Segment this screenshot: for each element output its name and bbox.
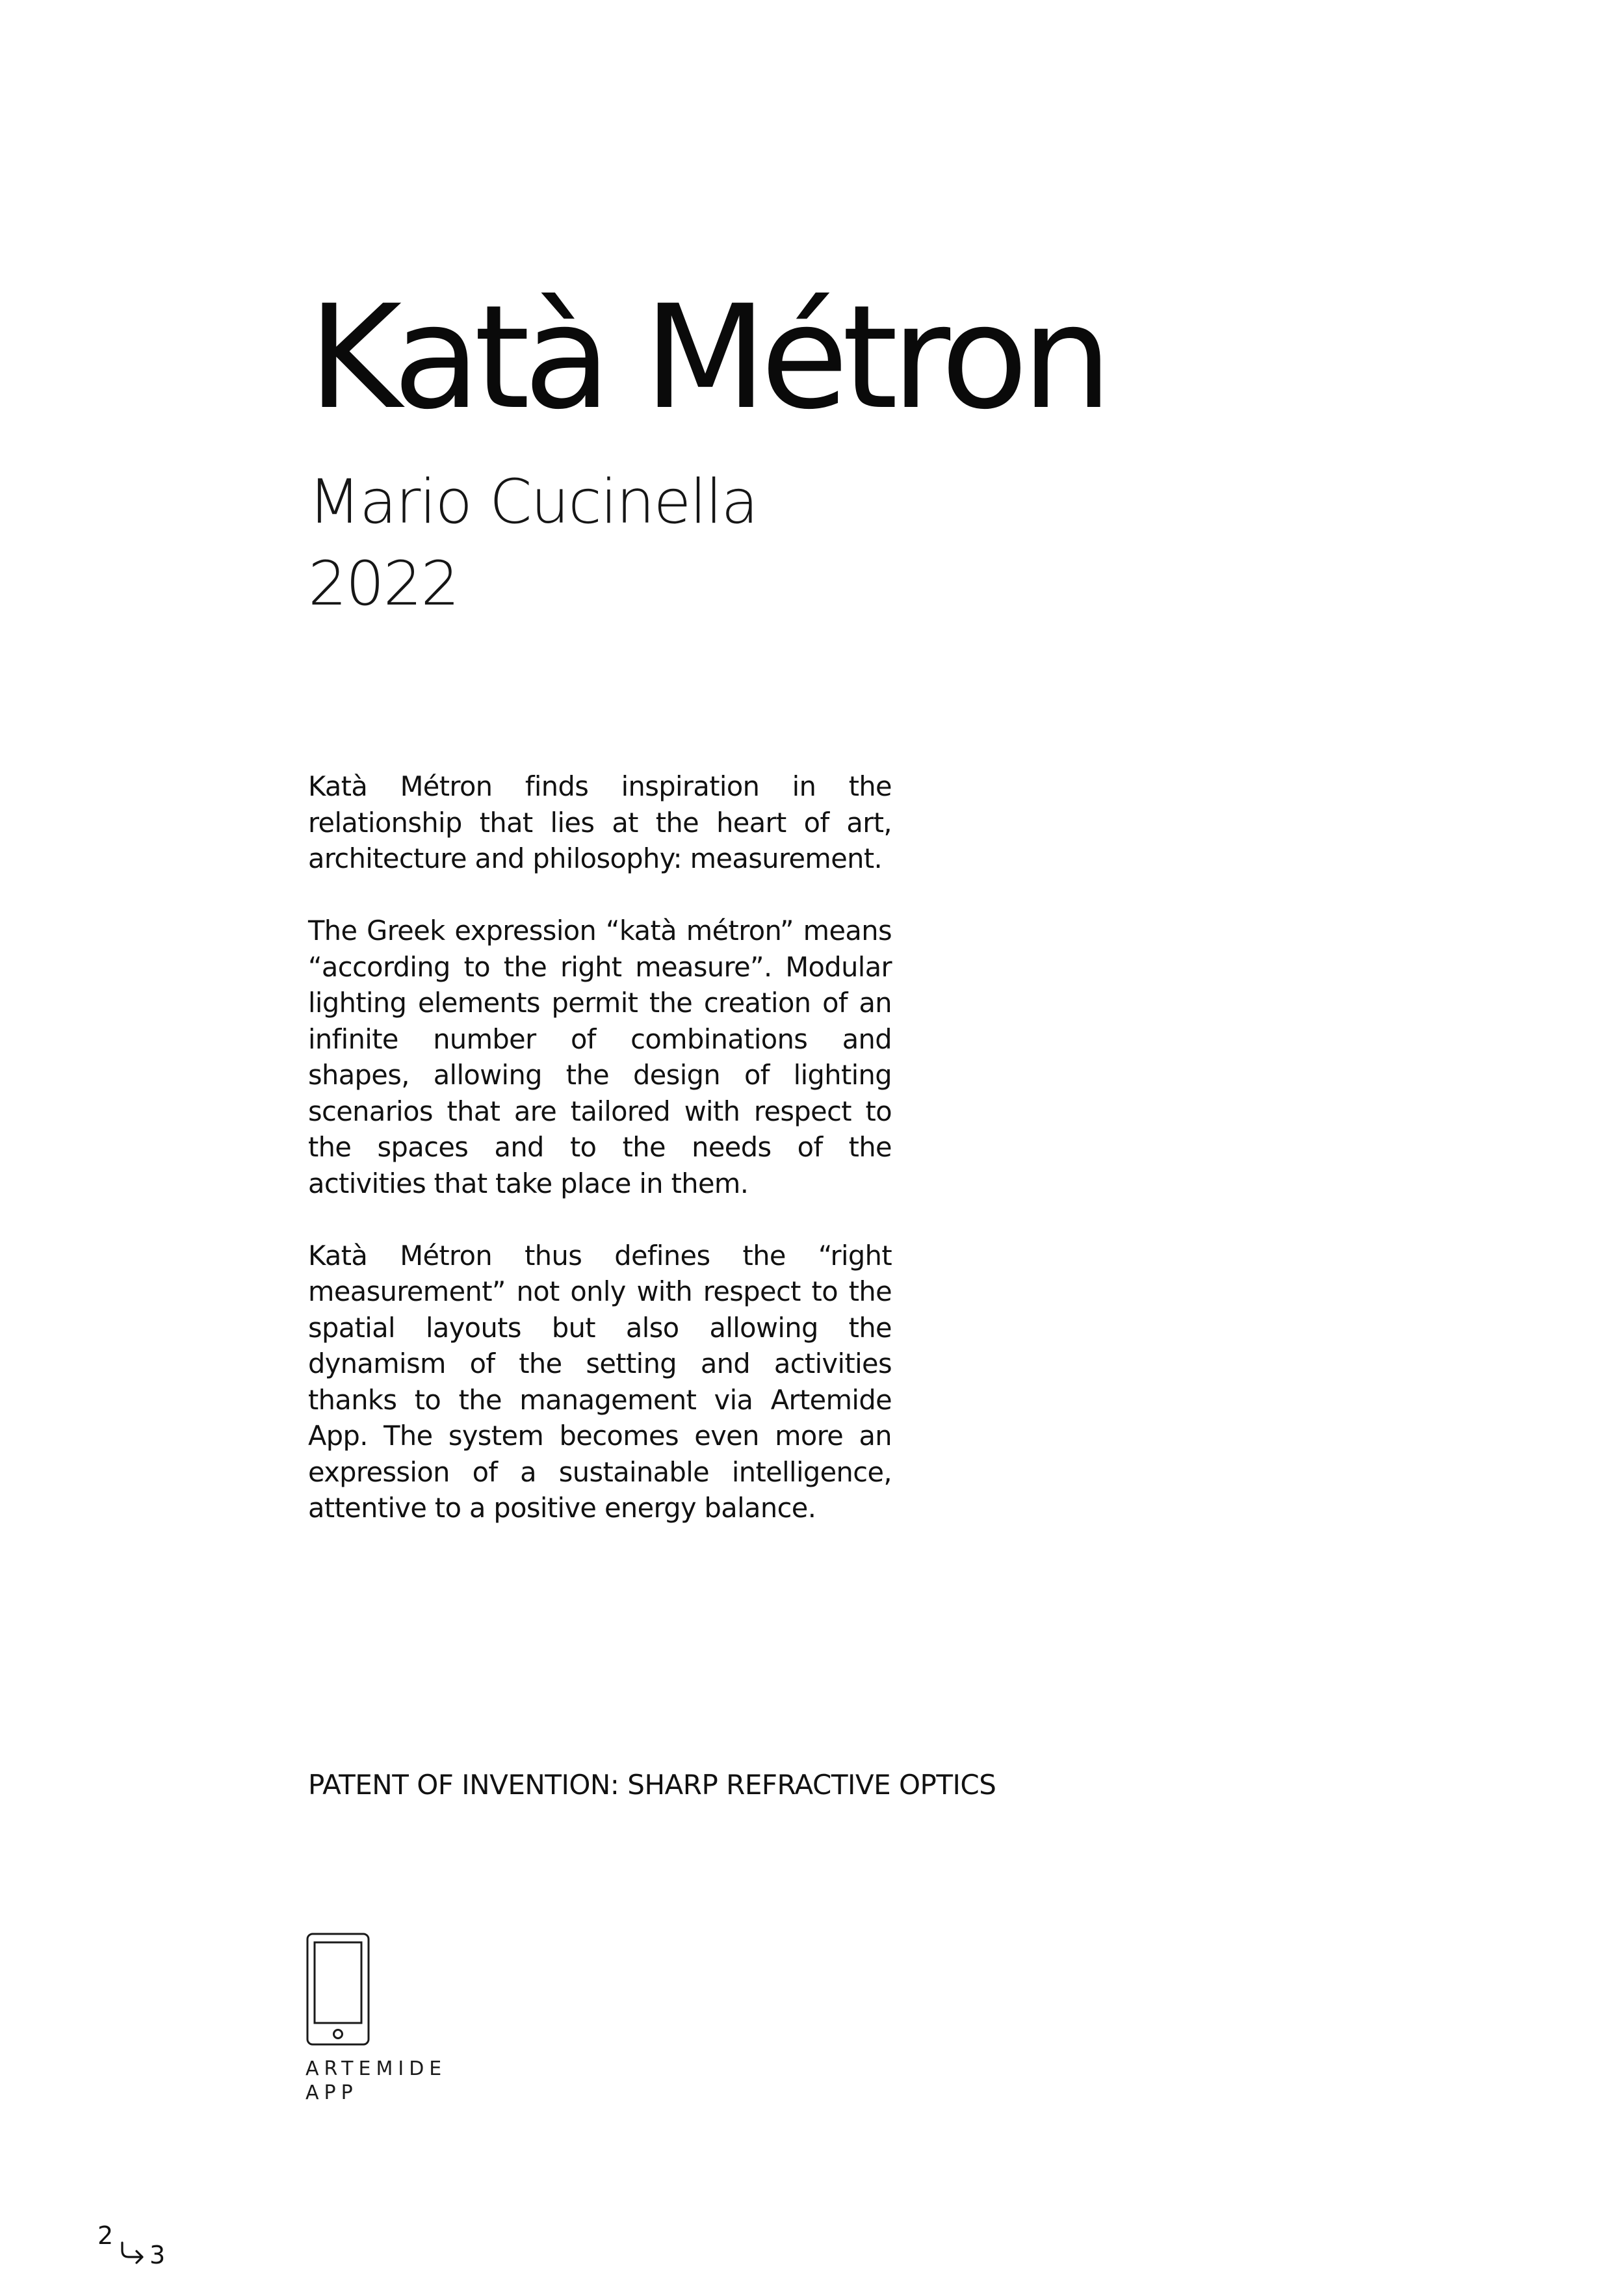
- page-title: Katà Métron: [308, 274, 1106, 441]
- designer-name: Mario Cucinella: [308, 467, 758, 538]
- next-page-number: 3: [149, 2241, 166, 2269]
- patent-note: PATENT OF INVENTION: SHARP REFRACTIVE OPTICS: [308, 1769, 996, 1801]
- artemide-app-badge: [305, 1932, 447, 2105]
- app-label-line1: ARTEMIDE: [305, 2057, 447, 2080]
- description-paragraph: Katà Métron thus defines the “right measurement” not only with respect to the spatial layouts but also allowing the dynamism of the setting and activities thanks to the management via Artemide App. The system becomes even more an expression of a sustainable intelligence, attentive to a positive energy balance.: [308, 1239, 892, 1524]
- smartphone-icon: [305, 1932, 447, 2046]
- turn-arrow-icon: [117, 2241, 147, 2271]
- app-label: [305, 2057, 447, 2105]
- description-paragraph: The Greek expression “katà métron” means “according to the right measure”. Modular lighting elements permit the creation of an infinite number of combinations and shapes, allowing the design of lighting scenarios that are tailored with respect to the spaces and to the needs of the activities that take place in them.: [308, 915, 892, 1199]
- subtitle: [308, 462, 757, 625]
- app-label-line2: APP: [305, 2081, 358, 2104]
- year: 2022: [308, 549, 459, 620]
- description: [308, 768, 892, 1562]
- current-page-number: 2: [97, 2221, 114, 2250]
- page-indicator: [97, 2223, 182, 2269]
- description-paragraph: Katà Métron finds inspiration in the relationship that lies at the heart of art, architecture and philosophy: measurement.: [308, 770, 892, 874]
